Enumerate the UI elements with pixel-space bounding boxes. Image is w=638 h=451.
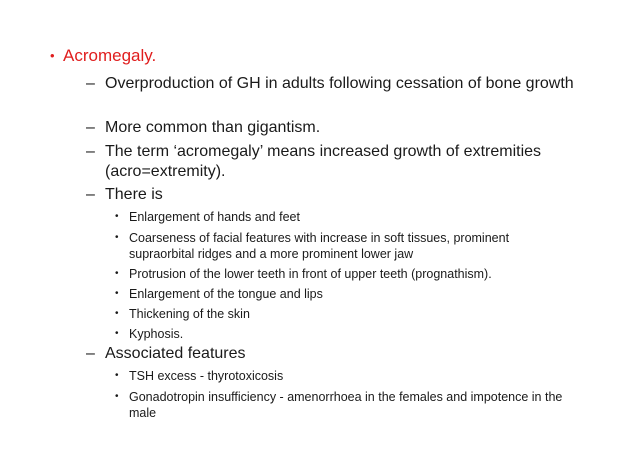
item-text: Coarseness of facial features with increase in soft tissues, prominent supraorbital ridges and a more prominent lower jaw: [129, 231, 510, 261]
item-thickening-skin: [115, 306, 569, 322]
point-there-is: [86, 185, 585, 205]
point-more-common: [86, 118, 585, 138]
point-associated-features: [86, 344, 585, 364]
bullet-marker: •: [115, 288, 119, 299]
dash-marker: –: [86, 186, 95, 203]
dash-marker: –: [86, 119, 95, 136]
item-text: Enlargement of hands and feet: [129, 210, 300, 224]
item-text: Kyphosis.: [129, 327, 184, 341]
item-coarse-facial-features: [115, 230, 569, 262]
point-text: There is: [105, 186, 163, 203]
heading-bullet: •: [50, 48, 55, 63]
point-term-acromegaly: [86, 142, 585, 182]
bullet-marker: •: [115, 308, 119, 319]
item-tongue-lips: [115, 286, 569, 302]
bullet-marker: •: [115, 211, 119, 222]
point-text: More common than gigantism.: [105, 119, 321, 136]
bullet-marker: •: [115, 370, 119, 381]
dash-marker: –: [86, 345, 95, 362]
point-text: The term ‘acromegaly’ means increased growth of extremities (acro=extremity).: [105, 143, 542, 180]
bullet-marker: •: [115, 232, 119, 243]
item-gonadotropin-insufficiency: [115, 389, 569, 421]
item-text: TSH excess - thyrotoxicosis: [129, 369, 284, 383]
item-tsh-excess: [115, 368, 569, 384]
point-overproduction: [86, 74, 585, 94]
item-enlargement-hands-feet: [115, 209, 569, 225]
item-prognathism: [115, 266, 569, 282]
heading-acromegaly: [50, 46, 157, 66]
point-text: Overproduction of GH in adults following cessation of bone growth: [105, 75, 574, 92]
item-text: Protrusion of the lower teeth in front of upper teeth (prognathism).: [129, 267, 492, 281]
item-text: Thickening of the skin: [129, 307, 250, 321]
bullet-marker: •: [115, 391, 119, 402]
bullet-marker: •: [115, 268, 119, 279]
heading-text: Acromegaly.: [63, 46, 157, 65]
item-kyphosis: [115, 326, 569, 342]
item-text: Gonadotropin insufficiency - amenorrhoea in the females and impotence in the male: [129, 390, 563, 420]
item-text: Enlargement of the tongue and lips: [129, 287, 323, 301]
point-text: Associated features: [105, 345, 246, 362]
dash-marker: –: [86, 75, 95, 92]
dash-marker: –: [86, 143, 95, 160]
bullet-marker: •: [115, 328, 119, 339]
